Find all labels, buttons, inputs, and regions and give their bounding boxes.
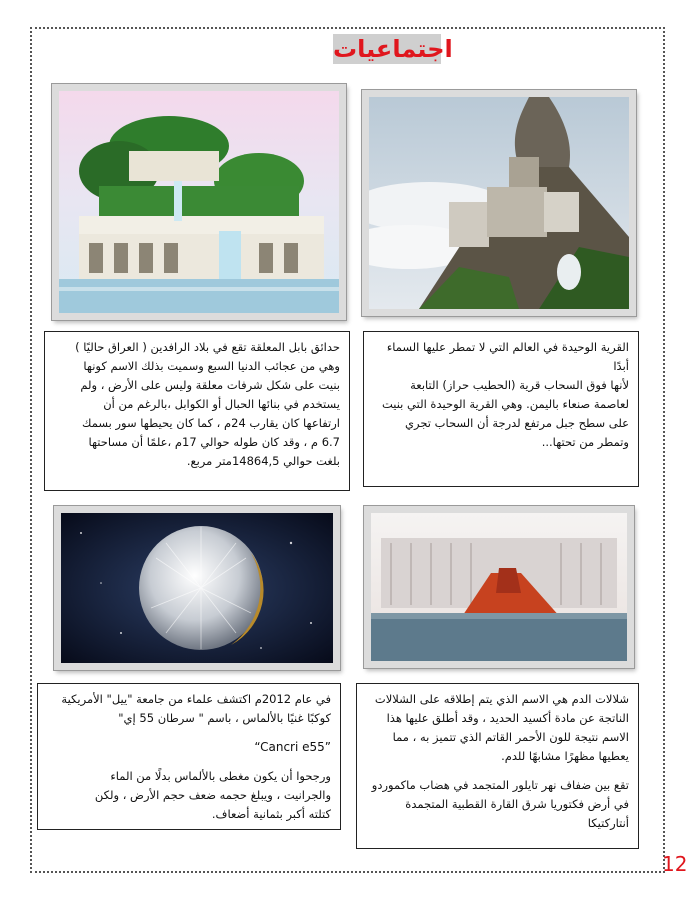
page-title: اجتماعيات (333, 35, 453, 63)
cloud-village-textbox (363, 331, 639, 487)
page-number: 12 (662, 852, 688, 876)
diamond-line: كتلته أكبر بثمانية أضعاف. (211, 807, 331, 821)
village-line: وتمطر من تحتها... (541, 435, 629, 449)
blood-falls-line: أنتاركتيكا (587, 816, 629, 830)
babylon-line: وهي من عجائب الدنيا السبع وسميت بذلك الاسم كونها (83, 359, 340, 373)
babylon-gardens-textbox (44, 331, 350, 491)
blood-falls-line: شلالات الدم هي الاسم الذي يتم إطلاقه على الشلالات (374, 692, 629, 706)
diamond-line: والجرانيت ، ويبلغ حجمه ضعف حجم الأرض ، ولكن (94, 788, 331, 802)
diamond-line: ورجحوا أن يكون مغطى بالألماس بدلًا من الماء (110, 769, 331, 783)
village-line: على سطح جبل مرتفع لدرجة أن السحاب تجري (405, 416, 629, 430)
babylon-line: بنيت على شكل شرفات معلقة وليس على الأرض ، ولم (80, 378, 340, 392)
cloud-village-image (362, 90, 636, 316)
blood-falls-line: في أرض فكتوريا شرق القارة القطبية المتجمدة (405, 797, 629, 811)
hanging-gardens-image (52, 84, 346, 320)
diamond-line: كوكبًا غنيًا بالألماس ، باسم " سرطان 55 إي" (118, 711, 331, 725)
babylon-line: حدائق بابل المعلقة تقع في بلاد الرافدين ( العراق حاليًا ) (75, 340, 340, 354)
blood-falls-line: الاسم نتيجة للون الأحمر القاتم الذي تتميز به ، مما (392, 730, 629, 744)
blood-falls-line: الناتجة عن مادة أكسيد الحديد ، وقد أطلق عليها هذا (386, 711, 629, 725)
diamond-line: في عام 2012م اكتشف علماء من جامعة "ييل" الأمريكية (61, 692, 331, 706)
babylon-line: بلغت حوالي 14864,5متر مربع. (186, 454, 340, 468)
babylon-line: 6.7 م ، وقد كان طوله حوالي 17م ،علمًا أن مساحتها (88, 435, 340, 449)
blood-falls-textbox (356, 683, 639, 849)
babylon-line: يستخدم في بنائها الحبال أو الكوابل ،بالرغم من أن (103, 397, 340, 411)
village-line: القرية الوحيدة في العالم التي لا تمطر عليها السماء أبدًا (386, 340, 629, 373)
blood-falls-line: تقع بين ضفاف نهر تايلور المتجمد في هضاب ماكموردو (371, 778, 629, 792)
diamond-planet-image (54, 506, 340, 670)
cancri-label: “Cancri e55” (254, 740, 331, 754)
diamond-planet-textbox (37, 683, 341, 830)
blood-falls-line: يعطيها مظهرًا مشابهًا للدم. (501, 749, 629, 763)
village-line: لعاصمة صنعاء باليمن. وهي القرية الوحيدة التي بنيت (381, 397, 629, 411)
blood-falls-image (364, 506, 634, 668)
babylon-line: ارتفاعها كان يقارب 24م ، كما كان يحيطها سور بسمك (82, 416, 340, 430)
village-line: لأنها فوق السحاب قرية (الحطيب حراز) التابعة (410, 378, 629, 392)
